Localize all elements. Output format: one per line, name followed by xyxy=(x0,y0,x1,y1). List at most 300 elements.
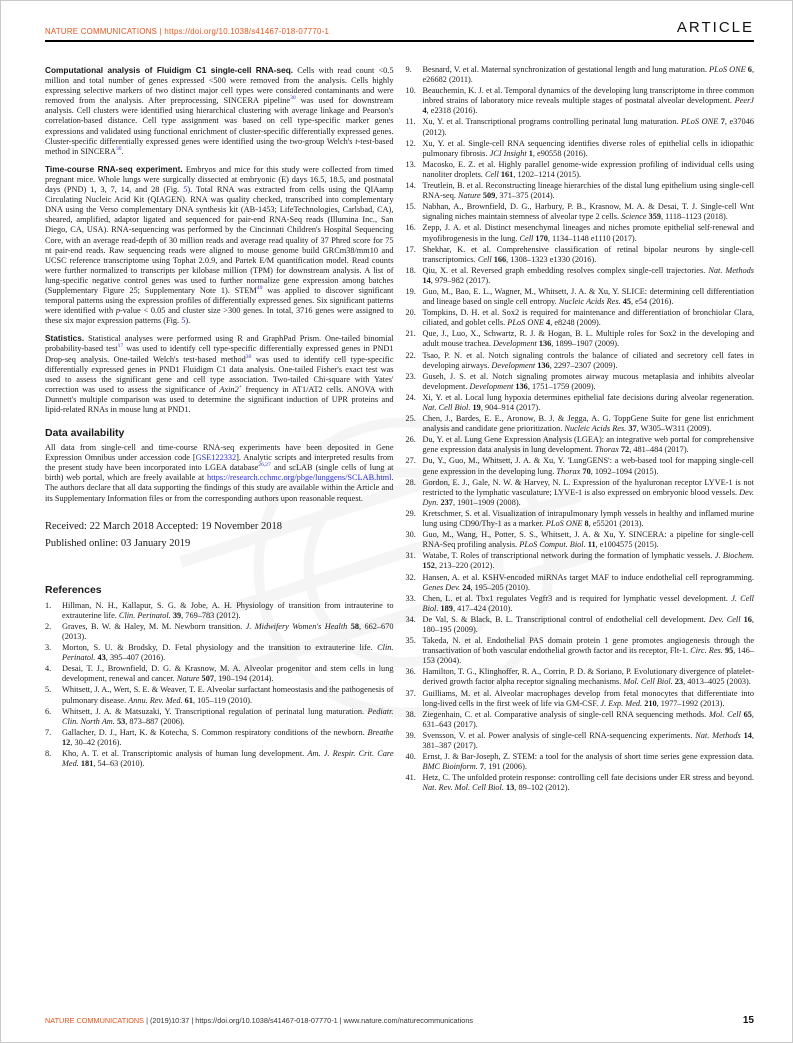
text-segment: Breathe xyxy=(367,727,394,737)
reference-number: 12. xyxy=(405,138,416,148)
journal-doi-line[interactable]: NATURE COMMUNICATIONS | https://doi.org/10.1038/s41467-018-07770-1 xyxy=(45,27,330,36)
text-segment: Whitsett, J. A., Wert, S. E. & Weaver, T. E. Alveolar surfactant homeostasis and the pathogenesis of pulmonary disease. xyxy=(62,685,394,705)
text-segment: , 769–783 (2012). xyxy=(181,610,241,620)
reference-text xyxy=(423,667,755,687)
reference-item xyxy=(406,636,755,666)
reference-item xyxy=(406,414,755,434)
text-segment: Que, J., Luo, X., Schwartz, R. J. & Hogan, B. L. Multiple roles for Sox2 in the developing and adult mouse trachea. xyxy=(422,329,754,349)
text-segment: Macosko, E. Z. et al. Highly parallel genome-wide expression profiling of individual cells using nanoliter droplets. xyxy=(422,159,754,179)
reference-text xyxy=(423,117,755,137)
right-column xyxy=(406,65,755,1000)
text-segment: , e37046 (2012). xyxy=(422,117,754,137)
text-segment: , 190–194 (2014). xyxy=(214,674,274,684)
reference-number: 20. xyxy=(405,308,416,318)
text-segment: 53 xyxy=(116,716,126,726)
reference-item xyxy=(45,749,394,769)
reference-text xyxy=(423,202,755,222)
reference-number: 33. xyxy=(405,593,416,603)
text-segment: 161 xyxy=(500,169,514,179)
text-segment: 189 xyxy=(440,603,453,613)
article-label: ARTICLE xyxy=(676,19,754,36)
text-segment: Tompkins, D. H. et al. Sox2 is required for maintenance and differentiation of bronchiolar Clara, ciliated, and goblet cells. xyxy=(422,308,754,328)
text-segment: Genes Dev. xyxy=(422,582,463,592)
reference-item xyxy=(406,551,755,571)
text-segment: . xyxy=(121,146,124,156)
reference-item xyxy=(45,728,394,748)
text-segment: ]. Analytic scripts and interpreted results from the present study have been incorporated into LGEA database xyxy=(45,453,394,473)
reference-number: 8. xyxy=(45,748,52,758)
citation-superscript[interactable]: 30 xyxy=(116,145,122,152)
text-segment: 181 xyxy=(80,759,94,769)
text-segment: was applied to discover significant temporal patterns using the expression profiles of differentially expressed genes. Six significant patterns were identified with xyxy=(45,285,394,316)
text-segment: ). xyxy=(185,316,191,326)
text-segment: Development xyxy=(469,381,516,391)
reference-number: 40. xyxy=(405,752,416,762)
page-footer xyxy=(45,1015,754,1026)
text-segment: Computational analysis of Fluidigm C1 single-cell RNA-seq. xyxy=(45,65,294,75)
reference-text xyxy=(423,530,755,550)
reference-text xyxy=(62,601,394,621)
reference-number: 4. xyxy=(45,664,52,674)
text-segment: , 195–205 (2010). xyxy=(470,582,530,592)
reference-number: 16. xyxy=(405,223,416,233)
text-segment: Guo, M., Wang, H., Potter, S. S., Whitsett, J. A. & Xu, Y. SINCERA: a pipeline for single-cell RNA-Seq profiling analysis. xyxy=(422,530,754,550)
text-segment: , 54–63 (2010). xyxy=(93,759,145,769)
text-segment: 72 xyxy=(620,445,630,455)
reference-text xyxy=(423,287,755,307)
reference-item xyxy=(45,685,394,705)
text-segment: , 146–153 (2004). xyxy=(422,646,754,666)
text-segment: Nat. Methods xyxy=(695,730,744,740)
inline-link[interactable]: 5 xyxy=(181,316,186,326)
reference-number: 18. xyxy=(405,265,416,275)
reference-item xyxy=(45,643,394,663)
methods-paragraph-timecourse xyxy=(45,164,394,327)
inline-link[interactable]: GSE122332 xyxy=(195,453,237,463)
reference-item xyxy=(406,773,755,793)
reference-item xyxy=(406,615,755,635)
reference-text xyxy=(423,615,755,635)
reference-text xyxy=(62,643,394,663)
text-segment: BMC Bioinform. xyxy=(422,762,480,772)
reference-number: 27. xyxy=(405,456,416,466)
text-segment: , 30–42 (2016). xyxy=(70,737,122,747)
reference-number: 30. xyxy=(405,530,416,540)
text-segment: Gordon, E. J., Gale, N. W. & Harvey, N. L. Expression of the hyaluronan receptor LYVE-1 is not restricted to the lymphatic vasculature; LYVE-1 is also expressed on embryonic blood vessels. xyxy=(422,477,754,497)
text-segment: Guilliams, M. et al. Alveolar macrophages develop from fetal monocytes that differentiate into long-lived cells in the first week of life via GM-CSF. xyxy=(422,688,754,708)
text-segment: was used for downstream analysis. Cell clusters were identified using hierarchical clustering with average linkage and Pearson's correlation-based distance. Cell type assignment was based on cell type-specific marker genes expressions and validated using functional enrichment of cluster-specific differentially expressed genes. Cluster-specific differentially expressed genes were identified using the two-group Welch's xyxy=(45,96,394,146)
reference-text xyxy=(423,181,755,201)
text-segment: Thorax xyxy=(594,445,621,455)
reference-text xyxy=(423,478,755,508)
footer-citation-line xyxy=(45,1016,473,1025)
text-segment: Nat. Cell Biol. xyxy=(422,403,473,412)
text-segment: Hansen, A. et al. KSHV-encoded miRNAs target MAF to induce endothelial cell reprogramming. xyxy=(422,572,754,582)
reference-number: 26. xyxy=(405,435,416,445)
reference-text xyxy=(423,414,755,434)
text-segment: , e26682 (2011). xyxy=(422,65,754,85)
text-segment: J. Biochem. xyxy=(714,551,754,561)
text-segment: 16 xyxy=(743,614,752,624)
text-segment: 359 xyxy=(648,212,661,222)
citation-superscript[interactable]: 40 xyxy=(256,285,263,292)
text-segment: Besnard, V. et al. Maternal synchronization of gestational length and lung maturation. xyxy=(422,65,710,74)
reference-number: 25. xyxy=(405,414,416,424)
text-segment: Whitsett, J. A. & Matsuzaki, Y. Transcriptional regulation of perinatal lung maturation. xyxy=(62,706,368,716)
text-segment: 4 xyxy=(422,106,427,116)
text-segment: 11 xyxy=(587,540,596,550)
data-availability-text xyxy=(45,443,394,504)
text-segment: 170 xyxy=(535,233,548,243)
reference-number: 7. xyxy=(45,727,52,737)
reference-item xyxy=(406,287,755,307)
reference-text xyxy=(423,351,755,371)
text-segment: + xyxy=(238,384,242,391)
reference-text xyxy=(62,622,394,642)
reference-number: 15. xyxy=(405,202,416,212)
text-segment: Development xyxy=(491,360,538,370)
text-segment: PLoS Comput. Biol. xyxy=(519,540,588,550)
reference-text xyxy=(423,245,755,265)
references-list-left xyxy=(45,601,394,770)
reference-text xyxy=(62,707,394,727)
text-segment: Annu. Rev. Med. xyxy=(128,695,185,705)
reference-item xyxy=(45,601,394,621)
text-segment: Desai, T. J., Brownfield, D. G. & Krasnow, M. A. Alveolar progenitor and stem cells in lung development, renewal and cancer. xyxy=(62,664,394,684)
reference-item xyxy=(406,160,755,180)
text-segment: , e8248 (2009). xyxy=(550,318,601,328)
reference-item xyxy=(45,622,394,642)
text-segment: Ziegenhain, C. et al. Comparative analysis of single-cell RNA sequencing methods. xyxy=(422,709,709,719)
reference-text xyxy=(423,393,755,413)
reference-item xyxy=(406,478,755,508)
text-segment: Cell xyxy=(484,169,501,179)
text-segment: , e2318 (2016). xyxy=(426,106,478,116)
text-segment: Zepp, J. A. et al. Distinct mesenchymal lineages and niches promote epithelial self-renewal and myofibrogenesis in the lung. xyxy=(422,223,754,243)
text-segment: Statistical analyses were performed using R and GraphPad Prism. One-tailed binomial probability-based test xyxy=(45,334,394,354)
text-segment: 19 xyxy=(472,403,481,412)
text-segment: Morton, S. U. & Brodsky, D. Fetal physiology and the transition to extrauterine life. xyxy=(62,643,378,653)
text-segment: 45 xyxy=(622,297,632,307)
text-segment: Graves, B. W. & Haley, M. M. Newborn transition. xyxy=(62,621,246,631)
reference-item xyxy=(406,308,755,328)
reference-text xyxy=(423,435,755,455)
text-segment: 210 xyxy=(644,698,657,708)
reference-item xyxy=(406,393,755,413)
text-segment: 7 xyxy=(720,117,725,127)
page-number: 15 xyxy=(742,1015,754,1026)
text-segment: Qiu, X. et al. Reversed graph embedding resolves complex single-cell trajectories. xyxy=(422,265,709,275)
reference-number: 1. xyxy=(45,600,52,610)
reference-text xyxy=(423,773,755,793)
text-segment: 237 xyxy=(440,497,453,507)
text-segment: , 1901–1909 (2008). xyxy=(452,497,521,507)
reference-item xyxy=(406,667,755,687)
text-segment: PLoS ONE xyxy=(709,65,748,74)
text-segment: J. Midwifery Women's Health xyxy=(245,621,351,631)
text-segment: 24 xyxy=(462,582,471,592)
citation-superscript[interactable]: 17 xyxy=(117,343,124,350)
text-segment: 6 xyxy=(747,65,752,74)
text-segment: Science xyxy=(621,212,649,222)
text-segment: Guo, M., Bao, E. L., Wagner, M., Whitsett, J. A. & Xu, Y. SLICE: determining cell differentiation and lineage based on single cell entropy. xyxy=(422,286,754,307)
reference-item xyxy=(406,351,755,371)
text-segment: . The authors declare that all data supporting the findings of this study are available within the Article and its Supplementary Information files or from the corresponding authors upon reasonable request. xyxy=(45,473,394,503)
text-segment: Nature xyxy=(458,191,483,201)
text-segment: 136 xyxy=(515,381,528,391)
text-segment: , 481–484 (2017). xyxy=(629,445,689,455)
text-segment: Mol. Cell xyxy=(708,709,744,719)
reference-number: 31. xyxy=(405,551,416,561)
reference-number: 3. xyxy=(45,643,52,653)
text-segment: 4 xyxy=(546,318,551,328)
text-segment: 8 xyxy=(584,519,589,529)
reference-number: 2. xyxy=(45,621,52,631)
text-segment: PLoS ONE xyxy=(507,318,547,328)
text-segment: 14 xyxy=(422,275,431,285)
reference-item xyxy=(406,139,755,159)
reference-number: 14. xyxy=(405,181,416,191)
reference-item xyxy=(406,245,755,265)
reference-item xyxy=(45,664,394,684)
text-segment: Dev. Cell xyxy=(708,614,744,624)
reference-number: 19. xyxy=(405,286,416,296)
methods-paragraph-computational xyxy=(45,65,394,157)
text-segment: , 1308–1323 e1330 (2016). xyxy=(506,254,597,264)
text-segment: J. Exp. Med. xyxy=(600,698,645,708)
reference-text xyxy=(423,509,755,529)
reference-text xyxy=(423,752,755,772)
reference-text xyxy=(423,573,755,593)
text-segment: Dev. Dyn. xyxy=(422,487,754,507)
text-segment: Nucleic Acids Res. xyxy=(564,424,629,434)
text-segment: ). Total RNA was extracted from cells using the QIAamp Circulating Nucleic Acid Kit (QIAGEN). RNA was quality checked, transcribed into complementary DNA using the Verso complementary DNA synthesis kit (AB-1453; LifeTechnologies, Carlsbad, CA), sheared, amplified, adaptor ligated and sequenced for pair-end RNA-Seq reads (Illumina Inc., San Diego, CA, USA). RNA-sequencing was performed by the Cincinnati Children's Hospital Sequencing Core, with an average read-depth of 30 million reads and average read quality of 37 Phred score for 75 nt pair-end reads. Raw sequencing reads were aligned to mouse genome build GRCm38/mm10 and UCSC reference transcriptome using Tophat 2.0.9, and Partek E/M quantification model. Read counts were further normalized to transcripts per kilobase million (TPM) for downstream analysis. A list of lung-specific negative control genes was used to further normalize gene expression among batches (Supplementary Figure 25; Supplementary Note 1). STEM xyxy=(45,185,394,295)
reference-text xyxy=(423,456,755,476)
text-segment: J. Cell Biol. xyxy=(422,593,754,613)
text-segment: Clin. Perinatol. xyxy=(118,610,173,620)
reference-number: 9. xyxy=(405,65,412,74)
reference-item xyxy=(406,509,755,529)
text-segment: Development xyxy=(493,339,539,349)
text-segment: Hillman, N. H., Kallapur, S. G. & Jobe, A. H. Physiology of transition from intrauterine to extrauterine life. xyxy=(62,600,394,620)
text-segment: , 213–220 (2012). xyxy=(434,561,495,571)
received-accepted-line: Received: 22 March 2018 Accepted: 19 November 2018 xyxy=(45,520,283,532)
text-segment: PLoS ONE xyxy=(545,519,585,529)
text-segment: Clin. Perinatol. xyxy=(62,643,394,663)
text-segment: Pediatr. Clin. North Am. xyxy=(62,706,394,726)
text-segment: -test-based method in SINCERA xyxy=(45,136,394,156)
reference-number: 37. xyxy=(405,688,416,698)
text-segment: frequency in AT1/AT2 cells. ANOVA with Dunnett's multiple comparison was used to determine the significant induction of UPR proteins and lipid-related RNAs in mouse lung at PND1. xyxy=(45,384,394,414)
reference-text xyxy=(423,689,755,709)
reference-number: 22. xyxy=(405,350,416,360)
text-segment: 152 xyxy=(422,561,435,571)
text-segment: Shekhar, K. et al. Comprehensive classification of retinal bipolar neurons by single-cell transcriptomics. xyxy=(422,244,754,264)
reference-item xyxy=(406,86,755,116)
text-segment: p xyxy=(115,306,120,316)
text-segment: Gallacher, D. J., Hart, K. & Kotecha, S. Common respiratory conditions of the newborn. xyxy=(62,727,368,737)
text-segment: PLoS ONE xyxy=(681,117,721,127)
reference-number: 21. xyxy=(405,329,416,339)
text-segment: 61 xyxy=(184,695,193,705)
reference-text xyxy=(62,685,394,705)
text-segment: 166 xyxy=(493,254,507,264)
text-segment: Hamilton, T. G., Klinghoffer, R. A., Corrin, P. D. & Soriano, P. Evolutionary divergence of platelet-derived growth factor alpha receptor signaling mechanisms. xyxy=(422,667,754,687)
text-segment: Embryos and mice for this study were collected from timed pregnant mice. Whole lungs were surgically dissected at embryonic (E) days 16.5, 18.5, and postnatal days (PND) 1, 3, 7, 14, and 28 (Fig. xyxy=(45,164,394,195)
reference-item xyxy=(406,181,755,201)
text-segment: 58 xyxy=(350,621,359,631)
text-segment: 37 xyxy=(628,424,637,434)
text-segment: Nabhan, A., Brownfield, D. G., Harbury, P. B., Krasnow, M. A. & Desai, T. J. Single-cell Wnt signaling niches maintain stemness of alveolar type 2 cells. xyxy=(422,202,754,222)
reference-item xyxy=(406,202,755,222)
text-segment: Time-course RNA-seq experiment. xyxy=(45,163,183,174)
citation-superscript[interactable]: 26,27 xyxy=(258,462,271,469)
reference-text xyxy=(423,308,755,328)
text-segment: 13 xyxy=(506,783,515,793)
text-segment: 39 xyxy=(172,610,182,620)
reference-item xyxy=(406,530,755,550)
text-segment: , 662–670 (2013). xyxy=(62,621,394,641)
published-online-line: Published online: 03 January 2019 xyxy=(45,537,191,549)
text-segment: Treutlein, B. et al. Reconstructing lineage hierarchies of the distal lung epithelium using single-cell RNA-seq. xyxy=(422,181,754,201)
text-segment: Guseh, J. S. et al. Notch signaling promotes airway mucous metaplasia and inhibits alveolar development. xyxy=(422,371,754,391)
reference-text xyxy=(62,664,394,684)
text-segment: De Val, S. & Black, B. L. Transcriptional control of endothelial cell development. xyxy=(422,614,709,624)
reference-number: 11. xyxy=(405,117,416,127)
reference-item xyxy=(406,266,755,286)
reference-text xyxy=(423,731,755,751)
text-segment: , 105–119 (2010). xyxy=(192,695,253,705)
reference-text xyxy=(62,728,394,748)
left-column xyxy=(45,65,394,1000)
text-segment: , e55201 (2013). xyxy=(588,519,644,529)
reference-number: 23. xyxy=(405,371,416,381)
references-heading: References xyxy=(45,583,102,596)
text-segment: Du, Y. et al. Lung Gene Expression Analysis (LGEA): an integrative web portal for comprehensive gene expression data analysis in lung development. xyxy=(422,435,754,455)
text-segment: Chen, L. et al. Tbx1 regulates Vegfr3 and is required for lymphatic vessel development. xyxy=(422,593,732,603)
reference-text xyxy=(423,65,755,85)
reference-text xyxy=(423,372,755,392)
text-segment: , W305–W311 (2009). xyxy=(636,424,712,434)
reference-text xyxy=(423,160,755,180)
text-segment: Beauchemin, K. J. et al. Temporal dynamics of the developing lung transcriptome in three common inbred strains of laboratory mice reveals multiple stages of postnatal alveolar development. xyxy=(422,86,754,106)
footer-info[interactable]: | (2019)10:37 | https://doi.org/10.1038/s41467-018-07770-1 | www.nature.com/naturecommunications xyxy=(144,1016,474,1025)
text-segment: Svensson, V. et al. Power analysis of single-cell RNA-sequencing experiments. xyxy=(422,730,696,740)
reference-item xyxy=(406,710,755,730)
text-segment: , 371–375 (2014). xyxy=(495,191,555,201)
reference-number: 6. xyxy=(45,706,52,716)
text-segment: , e90558 (2016). xyxy=(532,148,588,158)
reference-number: 5. xyxy=(45,685,52,695)
text-segment: Watabe, T. Roles of transcriptional network during the formation of lymphatic vessels. xyxy=(422,551,715,561)
text-segment: , 631–643 (2017). xyxy=(422,709,754,729)
text-segment: 507 xyxy=(201,674,214,684)
text-segment: 136 xyxy=(537,360,550,370)
data-availability-heading: Data availability xyxy=(45,427,125,440)
reference-item xyxy=(406,435,755,455)
text-segment: JCI Insight xyxy=(489,148,529,158)
text-segment: Cell xyxy=(477,254,494,264)
reference-item xyxy=(406,456,755,476)
reference-item xyxy=(406,117,755,137)
text-segment: Statistics. xyxy=(45,333,85,344)
text-segment: Axin2 xyxy=(219,384,239,394)
text-segment: 70 xyxy=(582,466,591,476)
reference-number: 34. xyxy=(405,614,416,624)
reference-text xyxy=(423,636,755,666)
text-segment: , 1751–1759 (2009). xyxy=(527,381,596,391)
text-segment: PeerJ xyxy=(734,96,754,106)
text-segment: , 381–387 (2017). xyxy=(422,730,754,750)
text-segment: was used to identify cell type-specific differentially expressed genes in PND1 Fluidigm C1 data analysis. One-tailed Fisher's exact test was used to assess the significant gene and cell type association. Two-tailed Chi-square with Yates' correction was used to assess the significance of xyxy=(45,354,394,394)
text-segment: Thorax xyxy=(556,466,583,476)
text-segment: 509 xyxy=(482,191,496,201)
text-segment: Tsao, P. N. et al. Notch signaling controls the balance of ciliated and secretory cell fates in developing airways. xyxy=(422,350,754,370)
text-segment: 14 xyxy=(743,730,752,740)
reference-item xyxy=(406,731,755,751)
text-segment: , 1899–1907 (2009). xyxy=(551,339,620,349)
citation-superscript[interactable]: 30 xyxy=(290,95,296,102)
text-segment: Nat. Rev. Mol. Cell Biol. xyxy=(422,783,506,793)
text-segment: Xu, Y. et al. Transcriptional programs controlling perinatal lung maturation. xyxy=(422,117,682,127)
text-segment: , 2297–2307 (2009). xyxy=(549,360,618,370)
text-segment: , 873–887 (2006). xyxy=(125,716,185,726)
text-segment: , 1118–1123 (2018). xyxy=(661,212,728,222)
reference-item xyxy=(406,372,755,392)
text-segment: Nature xyxy=(176,674,202,684)
reference-text xyxy=(62,749,394,769)
text-segment: , e54 (2016). xyxy=(631,297,674,307)
text-segment: Mol. Cell Biol. xyxy=(623,677,675,687)
text-segment: , 1977–1992 (2013). xyxy=(656,698,725,708)
text-segment: , 1134–1148 e1110 (2017). xyxy=(547,233,637,243)
page-header xyxy=(45,19,754,42)
inline-link[interactable]: https://research.cchmc.org/pbge/lunggens/SCLAB.html xyxy=(206,473,392,483)
text-segment: Nucleic Acids Res. xyxy=(558,297,623,307)
text-segment: Du, Y., Guo, M., Whitsett, J. A. & Xu, Y. 'LungGENS': a web-based tool for mapping single-cell gene expression in the developing lung. xyxy=(422,456,754,476)
text-segment: Circ. Res. xyxy=(690,646,725,656)
text-segment: Chen, J., Bardes, E. E., Aronow, B. J. & Jegga, A. G. ToppGene Suite for gene list enrichment analysis and candidate gene prioritization. xyxy=(422,414,754,434)
text-segment: Kho, A. T. et al. Transcriptomic analysis of human lung development. xyxy=(62,748,308,758)
text-segment: Takeda, N. et al. Endothelial PAS domain protein 1 gene promotes angiogenesis through the transactivation of both vascular endothelial growth factor and its receptor, Flt-1. xyxy=(422,636,754,656)
text-segment: , e1004575 (2015). xyxy=(595,540,659,550)
reference-item xyxy=(406,223,755,243)
text-segment: 136 xyxy=(538,339,552,349)
reference-number: 39. xyxy=(405,730,416,740)
text-segment: , 979–982 (2017). xyxy=(430,275,491,285)
text-segment: All data from single-cell and time-course RNA-seq experiments have been deposited in Gene Expression Omnibus under accession code [ xyxy=(45,443,394,463)
reference-item xyxy=(406,752,755,772)
text-segment: Am. J. Respir. Crit. Care Med. xyxy=(62,748,394,769)
text-segment: was used to identify cell type-specific differentially expressed genes in PND1 Drop-seq analysis. One-tailed Welch's test-based method xyxy=(45,344,394,364)
text-segment: , 417–424 (2010). xyxy=(452,603,513,613)
reference-number: 29. xyxy=(405,508,416,518)
reference-number: 38. xyxy=(405,709,416,719)
text-segment: , 180–195 (2009). xyxy=(422,614,754,634)
reference-text xyxy=(423,266,755,286)
methods-paragraph-statistics xyxy=(45,333,394,415)
text-segment: Xi, Y. et al. Local lung hypoxia determines epithelial fate decisions during alveolar regeneration. xyxy=(422,392,754,402)
text-segment: 12 xyxy=(62,737,71,747)
two-column-content xyxy=(45,65,754,1000)
reference-item xyxy=(406,65,755,85)
footer-journal-name: NATURE COMMUNICATIONS xyxy=(45,1016,145,1025)
reference-number: 32. xyxy=(405,572,416,582)
inline-link[interactable]: 5 xyxy=(183,185,188,195)
text-segment: , 395–407 (2016). xyxy=(105,653,166,663)
citation-superscript[interactable]: 30 xyxy=(245,353,252,360)
reference-item xyxy=(406,594,755,614)
